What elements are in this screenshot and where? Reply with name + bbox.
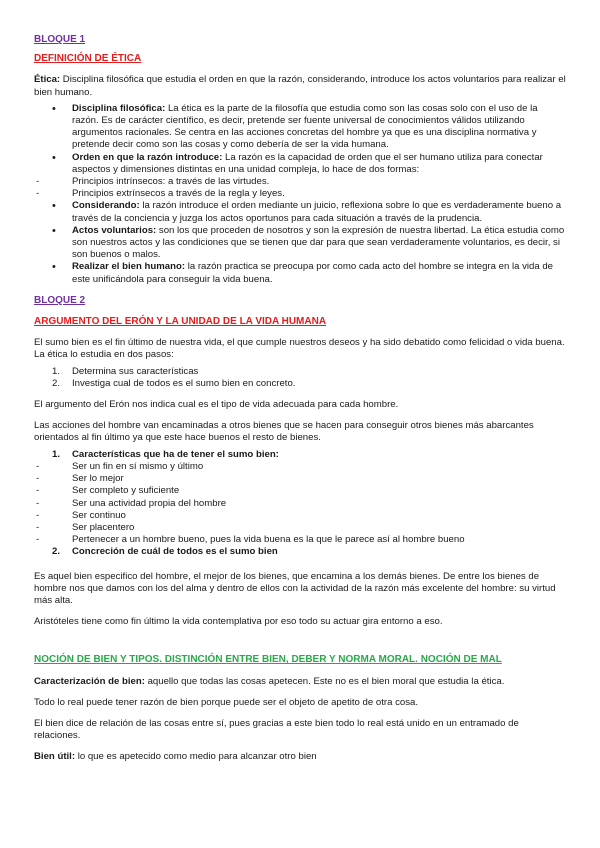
list-heading-text: Características que ha de tener el sumo bien: [72,448,279,460]
list-item-term: Considerando: [72,200,140,212]
list-item [34,366,566,378]
section-title-argumento-eron: ARGUMENTO DEL ERÓN Y LA UNIDAD DE LA VIDA HUMANA [34,316,327,328]
list-item-text: Determina sus características [72,365,199,377]
paragraph: El argumento del Erón nos indica cual es el tipo de vida adecuada para cada hombre. [34,399,399,411]
list-item-text: Investiga cual de todos es el sumo bien en concreto. [72,377,296,389]
list-heading [34,449,566,461]
list-item-text: la razón introduce el orden mediante un juicio, reflexiona sobre lo que es verdaderamente bueno a través de la conciencia y juzga los actos oportunos para cada situación a través de la prudencia. [72,200,562,224]
list-item [34,103,566,152]
list-item: - Ser un fin en sí mismo y último [34,461,566,473]
definition-list [34,103,566,286]
paragraph: Es aquel bien especifico del hombre, el mejor de los bienes, que encamina a los demás bienes. De entre los bienes de hombre nos que damos con los del alma y dentro de ellos con la actividad de la razón más excelente del hombre: su virtud más alta. [34,570,556,606]
paragraph [34,676,566,688]
bien-util-term: Bien útil: [34,751,76,763]
list-number: 2. [52,377,61,389]
list-item [34,225,566,262]
section-title-definicion-etica: DEFINICIÓN DE ÉTICA [34,53,142,65]
etica-definition-text: Disciplina filosófica que estudia el orden en que la razón, considerando, introduce los actos voluntarios para realizar el bien humano. [34,74,566,98]
list-item: - Ser una actividad propia del hombre [34,498,566,510]
caracterizacion-term: Caracterización de bien: [34,675,145,687]
list-item-text: son los que proceden de nosotros y son la expresión de nuestra libertad. La ética estudia como son nuestros actos y las condiciones que se tienen que dar para que sean verdaderamente voluntarios, es decir, si son buenos o malos. [72,224,565,261]
list-item-term: Disciplina filosófica: [72,102,166,114]
list-number: 2. [52,546,61,558]
list-item: - Ser placentero [34,522,566,534]
paragraph [34,751,566,763]
bloque-1-label: BLOQUE 1 [34,34,86,45]
list-item [34,261,566,285]
list-item: - Ser completo y suficiente [34,485,566,497]
list-item [34,200,566,224]
list-item-text: La razón es la capacidad de orden que el ser humano utiliza para conectar aspectos y dimensiones distintas en una unidad compleja, lo hace de dos formas: [72,151,543,175]
list-item-text: La ética es la parte de la filosofía que estudia como son las cosas solo con el uso de la razón. Es de carácter científico, es decir, pretende ser fuente universal de conocimientos válidos utilizando argumentos racionales. Se centra en las acciones concretas del hombre ya que es una disciplina normativa y pretende decir como son las cosas y como debería de ser la vida humana. [72,102,538,151]
list-heading [34,546,566,558]
list-item-term: Actos voluntarios: [72,224,157,236]
list-item-term: Orden en que la razón introduce: [72,151,223,163]
list-item-text: la razón practica se preocupa por como cada acto del hombre se integra en la vida de este unificándola para conseguir la vida buena. [72,261,554,285]
characteristics-list [34,449,566,461]
steps-list [34,366,566,390]
list-item-term: Realizar el bien humano: [72,261,186,273]
paragraph: Aristóteles tiene como fin último la vida contemplativa por eso todo su actuar gira entorno a eso. [34,616,443,628]
concrecion-list [34,546,566,558]
list-heading-text: Concreción de cuál de todos es el sumo bien [72,546,278,558]
etica-term: Ética: [34,74,61,86]
paragraph: Las acciones del hombre van encaminadas a otros bienes que se hacen para conseguir otros bienes más abarcantes orientados al fin último ya que este hace buenos el resto de bienes. [34,420,534,444]
list-item: - Principios intrínsecos: a través de las virtudes. [34,176,566,188]
paragraph: Todo lo real puede tener razón de bien porque puede ser el objeto de apetito de otra cosa. [34,696,419,708]
list-item: - Pertenecer a un hombre bueno, pues la vida buena es la que le parece así al hombre bueno [34,534,566,546]
list-number: 1. [52,365,61,377]
list-item [34,152,566,176]
caracterizacion-text: aquello que todas las cosas apetecen. Este no es el bien moral que estudia la ética. [144,675,505,687]
bien-util-text: lo que es apetecido como medio para alcanzar otro bien [75,751,317,763]
list-number: 1. [52,448,61,460]
bloque-2-label: BLOQUE 2 [34,294,86,306]
list-item [34,378,566,390]
characteristics-items [34,461,566,546]
list-item: - Ser lo mejor [34,473,566,485]
paragraph: El bien dice de relación de las cosas entre sí, pues gracias a este bien todo lo real está unido en un entramado de relaciones. [34,717,519,742]
section-title-nocion-de-bien: NOCIÓN DE BIEN Y TIPOS. DISTINCIÓN ENTRE BIEN, DEBER Y NORMA MORAL. NOCIÓN DE MAL [34,654,502,666]
paragraph: El sumo bien es el fin último de nuestra vida, el que cumple nuestros deseos y ha sido debatido como felicidad o vida buena. La ética lo estudia en dos pasos: [34,337,565,361]
list-item: - Ser continuo [34,510,566,522]
list-item: - Principios extrínsecos a través de la regla y leyes. [34,188,566,200]
etica-definition [34,74,566,98]
